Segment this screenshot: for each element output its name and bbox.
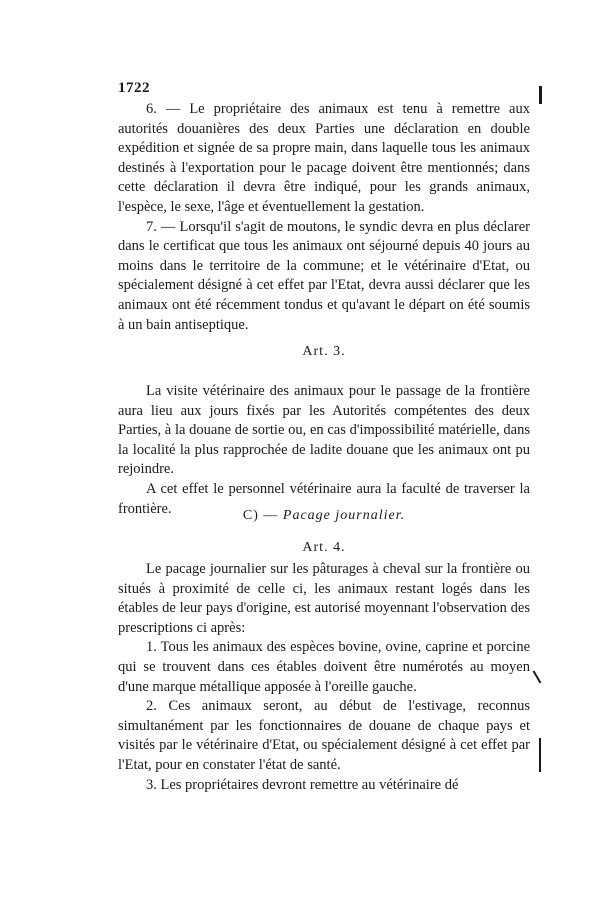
scan-edge-mark [539,86,542,104]
page-number: 1722 [118,80,150,96]
article-3-heading: Art. 3. [302,344,346,359]
article-4-item-3: 3. Les propriétaires devront remettre au vétérinaire dé [146,776,459,793]
paragraph-group-1 [118,100,530,335]
article-4-heading: Art. 4. [302,540,346,555]
paragraph-group-3 [118,560,530,795]
article-4-item-1: 1. Tous les animaux des espèces bovine, ovine, caprine et porcine qui se trouvent dans ces étables doivent être numérotés au moyen d'une marque métallique apposée à l'oreille gauche. [118,639,530,695]
scan-edge-mark [533,670,542,683]
paragraph-item-6: 6. — Le propriétaire des animaux est tenu à remettre aux autorités douanières des deux Parties une déclaration en double expédition et signée de sa propre main, dans laquelle tous les animaux destinés à l'exportation pour le pacage doivent être mentionnés; dans cette déclaration il devra être indiqué, pour les grands animaux, l'espèce, le sexe, l'âge et éventuellement la gestation. [118,101,530,215]
article-4-intro: Le pacage journalier sur les pâturages à cheval sur la frontière ou situés à proximité de celle ci, les animaux restant logés dans les étables de leur pays d'origine, est autorisé moyennant l'observation des prescriptions ci après: [118,561,530,636]
article-3-paragraph-2: A cet effet le personnel vétérinaire aura la faculté de traverser la frontière. [118,480,530,517]
paragraph-item-7: 7. — Lorsqu'il s'agit de moutons, le syndic devra en plus déclarer dans le certificat que tous les animaux ont séjourné depuis 40 jours au moins dans le territoire de la commune; et le vétérinaire d'Etat, ou spécialement désigné à cet effet par l'Etat, devra aussi déclarer que les animaux ont été récemment tondus et qu'avant le départ on été soumis à un bain antiseptique. [118,218,530,333]
scan-edge-mark [539,738,541,772]
section-c-title: Pacage journalier. [282,508,406,523]
paragraph-group-2 [118,382,530,519]
article-3-paragraph: La visite vétérinaire des animaux pour le passage de la frontière aura lieu aux jours fixés par les Autorités compétentes des deux Parties, à la douane de sortie ou, en cas d'impossibilité matérielle, dans la localité la plus rapprochée de ladite douane que les animaux ont pu rejoindre. [118,383,530,478]
section-c-heading [118,508,530,524]
article-4-item-2: 2. Ces animaux seront, au début de l'estivage, reconnus simultanément par les fonctionnaires de douane de chaque pays et visités par le vétérinaire d'Etat, ou spécialement désigné à cet effet par l'Etat, pour en constater l'état de santé. [118,698,530,773]
section-c-label: C) — [242,508,283,523]
